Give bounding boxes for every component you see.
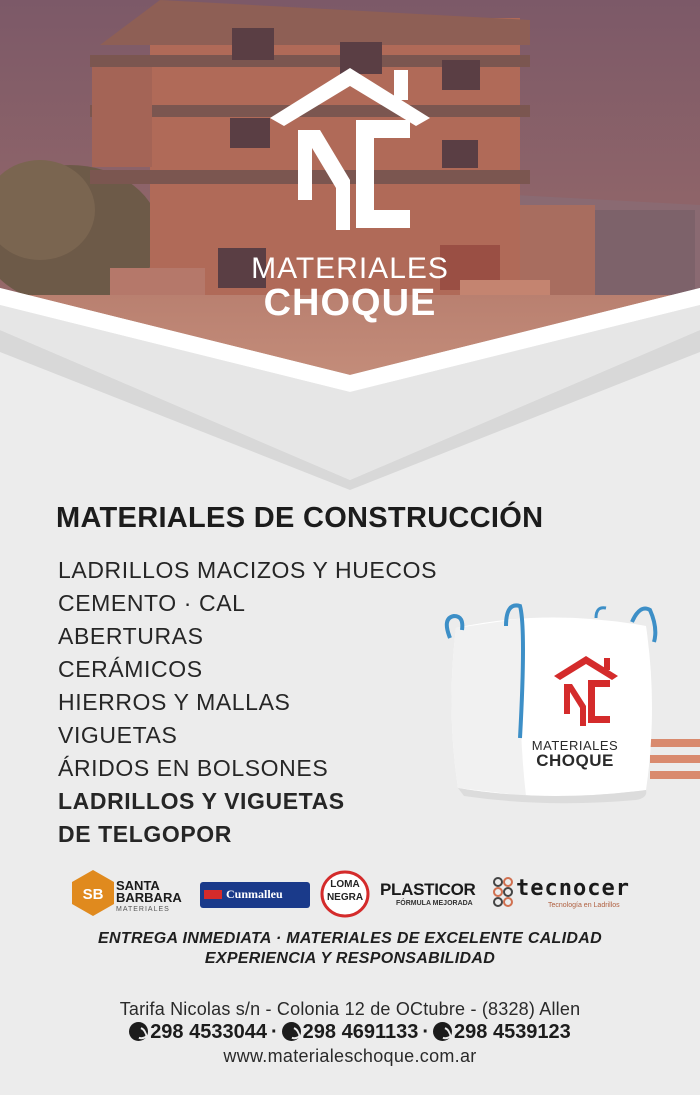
bag-brand-line1: MATERIALES — [531, 738, 619, 753]
bag-brand-line2: CHOQUE — [536, 751, 614, 770]
plasticor-name: PLASTICOR — [380, 880, 476, 899]
house-logo-icon — [270, 60, 430, 240]
plasticor-sub: FÓRMULA MEJORADA — [396, 900, 473, 907]
whatsapp-icon — [129, 1022, 148, 1041]
santa-barbara-name1: SANTA — [116, 878, 160, 893]
phone-separator: · — [270, 1021, 278, 1043]
santa-barbara-name — [116, 880, 182, 904]
product-item: LADRILLOS Y VIGUETAS — [58, 788, 345, 814]
tecnocer-grid-icon — [492, 876, 516, 908]
loma-negra-line1: LOMA — [330, 879, 360, 890]
product-item: CEMENTO · CAL — [58, 590, 246, 616]
partner-brands — [0, 862, 700, 922]
loma-negra-line2: NEGRA — [326, 892, 364, 903]
website-link[interactable]: www.materialeschoque.com.ar — [223, 1046, 477, 1066]
cunmalleu-mark — [204, 890, 222, 899]
hero-section — [0, 0, 700, 490]
product-item: LADRILLOS MACIZOS Y HUECOS — [58, 557, 438, 583]
tecnocer-sub: Tecnología en Ladrillos — [548, 902, 620, 909]
product-item: ABERTURAS — [58, 623, 204, 649]
product-item: VIGUETAS — [58, 722, 178, 748]
phone-number[interactable]: 298 4539123 — [454, 1021, 571, 1043]
cunmalleu-name: Cunmalleu — [226, 887, 283, 901]
whatsapp-icon — [282, 1022, 301, 1041]
phone-number[interactable]: 298 4533044 — [150, 1021, 267, 1043]
address: Tarifa Nicolas s/n - Colonia 12 de OCtubre - (8328) Allen — [119, 999, 581, 1019]
phone-number[interactable]: 298 4691133 — [302, 1021, 419, 1043]
product-item: ÁRIDOS EN BOLSONES — [58, 755, 329, 781]
product-item: HIERROS Y MALLAS — [58, 689, 291, 715]
product-list — [58, 554, 437, 851]
product-item: DE TELGOPOR — [58, 821, 233, 847]
product-item: CERÁMICOS — [58, 656, 203, 682]
santa-barbara-name2: BARBARA — [116, 890, 182, 905]
phone-separator: · — [422, 1021, 430, 1043]
tagline-2: EXPERIENCIA Y RESPONSABILIDAD — [204, 950, 496, 967]
brand-name-line2: CHOQUE — [263, 282, 437, 324]
sb-badge-text: SB — [82, 886, 104, 903]
headline: MATERIALES DE CONSTRUCCIÓN — [56, 502, 544, 534]
bulk-bag-image — [436, 598, 666, 808]
tagline-1: ENTREGA INMEDIATA · MATERIALES DE EXCELENTE CALIDAD — [98, 930, 602, 947]
brand-name-line1: MATERIALES — [251, 252, 449, 285]
santa-barbara-sub: MATERIALES — [116, 906, 170, 913]
phone-list — [0, 1021, 700, 1044]
tecnocer-name: tecnocer — [516, 876, 630, 901]
santa-barbara-logo — [72, 870, 114, 916]
whatsapp-icon — [433, 1022, 452, 1041]
